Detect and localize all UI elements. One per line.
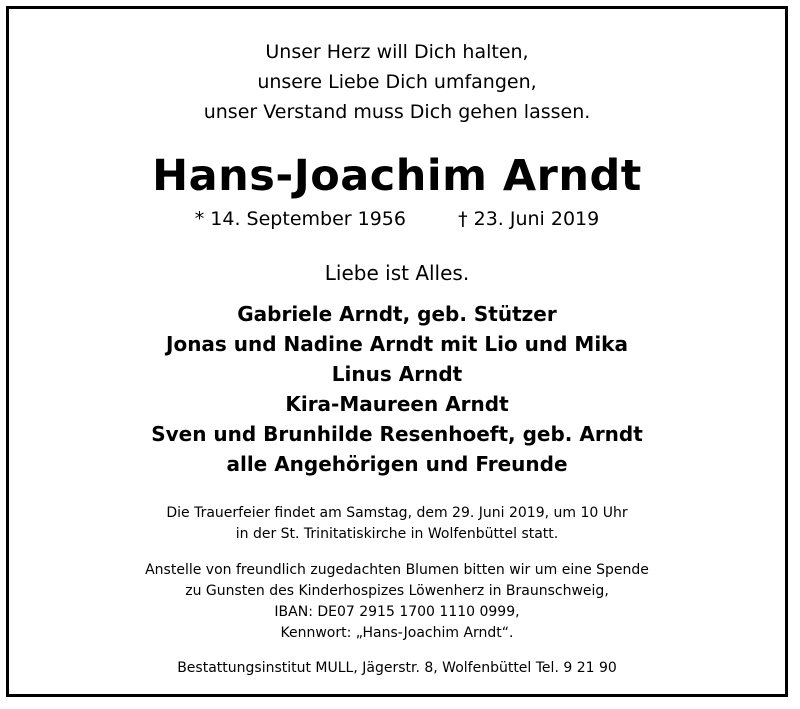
obituary-frame (6, 6, 788, 697)
service-line: in der St. Trinitatiskirche in Wolfenbüttel statt. (235, 526, 559, 542)
mourner: Linus Arndt (331, 362, 463, 386)
donation-line: Anstelle von freundlich zugedachten Blumen bitten wir um eine Spende (145, 562, 649, 578)
service-line: Die Trauerfeier findet am Samstag, dem 29. Juni 2019, um 10 Uhr (166, 505, 628, 521)
mourner: Kira-Maureen Arndt (285, 392, 509, 416)
donation-line: Kennwort: „Hans-Joachim Arndt“. (280, 625, 514, 641)
mourner: alle Angehörigen und Freunde (226, 452, 568, 476)
deceased-name: Hans-Joachim Arndt (152, 151, 642, 201)
death-date: † 23. Juni 2019 (458, 208, 600, 230)
mourner: Sven und Brunhilde Resenhoeft, geb. Arndt (151, 422, 643, 446)
donation-line: zu Gunsten des Kinderhospizes Löwenherz in Braunschweig, (185, 583, 609, 599)
motto: Liebe ist Alles. (324, 261, 470, 285)
poem-line: Unser Herz will Dich halten, (265, 41, 529, 63)
poem (9, 37, 785, 127)
donation-info (9, 560, 785, 644)
donation-line: IBAN: DE07 2915 1700 1110 0999, (274, 604, 520, 620)
poem-line: unser Verstand muss Dich gehen lassen. (203, 101, 591, 123)
birth-date: * 14. September 1956 (194, 208, 406, 230)
mourner: Gabriele Arndt, geb. Stützer (237, 302, 557, 326)
poem-line: unsere Liebe Dich umfangen, (257, 71, 537, 93)
mourners-list (9, 299, 785, 479)
mourner: Jonas und Nadine Arndt mit Lio und Mika (166, 332, 628, 356)
funeral-service-info (9, 503, 785, 545)
funeral-home-footer: Bestattungsinstitut MULL, Jägerstr. 8, Wolfenbüttel Tel. 9 21 90 (177, 660, 617, 676)
life-dates (9, 208, 785, 230)
